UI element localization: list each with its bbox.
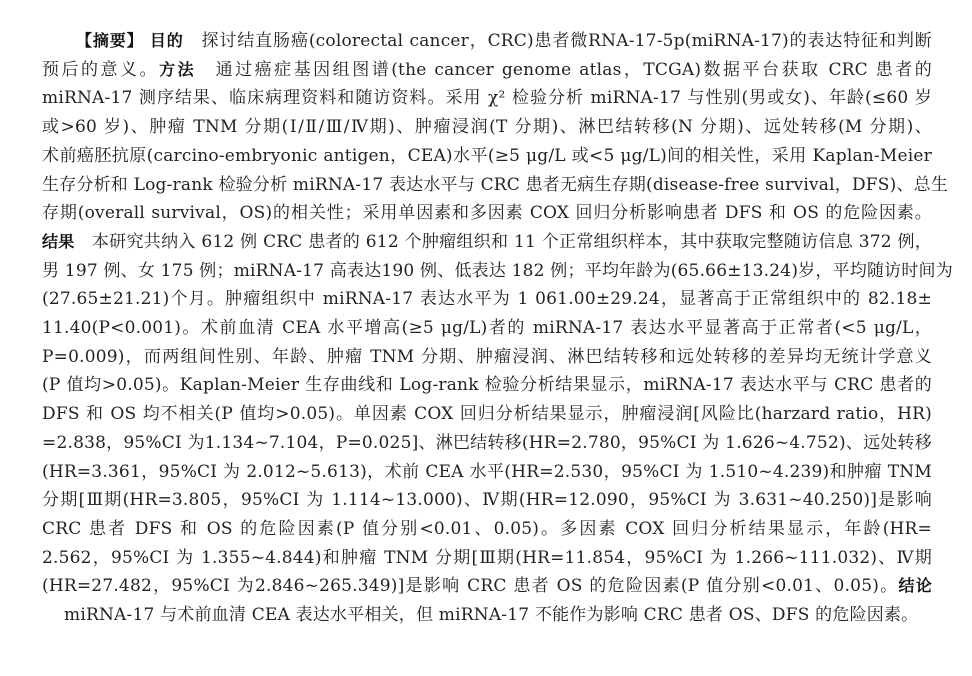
abstract-text: 11.40(P<0.001)。术前血清 CEA 水平增高(≥5 μg/L)者的 miRNA-17 表达水平显著高于正常者(<5 μg/L，: [42, 318, 932, 339]
abstract-line: [42, 429, 932, 458]
abstract-line: [42, 285, 932, 314]
abstract-line: [42, 257, 953, 286]
abstract-line: [42, 400, 932, 429]
abstract-text: 通过癌症基因组图谱(the cancer genome atlas，TCGA)数据平台获取 CRC 患者的: [196, 59, 933, 80]
section-label: 【摘要】: [76, 31, 144, 50]
abstract-line: [42, 314, 932, 343]
abstract-text: (HR=3.361，95%CI 为 2.012~5.613)，术前 CEA 水平(HR=2.530，95%CI 为 1.510~4.239)和肿瘤 TNM: [42, 461, 932, 482]
abstract-text: 2.562，95%CI 为 1.355~4.844)和肿瘤 TNM 分期[Ⅲ期(HR=11.854，95%CI 为 1.266~111.032)、Ⅳ期: [42, 547, 932, 568]
abstract-line: [42, 601, 932, 630]
abstract-paragraph: [42, 27, 953, 630]
abstract-text: =2.838，95%CI 为1.134~7.104，P=0.025]、淋巴结转移(HR=2.780，95%CI 为 1.626~4.752)、远处转移: [42, 432, 932, 453]
abstract-text: 探讨结直肠癌(colorectal cancer，CRC)患者微RNA-17-5p(miRNA-17)的表达特征和判断: [183, 31, 932, 51]
abstract-line: [42, 572, 932, 601]
abstract-line: [42, 515, 932, 544]
abstract-text: 存期(overall survival，OS)的相关性；采用单因素和多因素 COX 回归分析影响患者 DFS 和 OS 的危险因素。: [42, 203, 932, 224]
abstract-text: (27.65±21.21)个月。肿瘤组织中 miRNA-17 表达水平为 1 061.00±29.24，显著高于正常组织中的 82.18±: [42, 289, 932, 310]
abstract-line: [42, 27, 932, 56]
abstract-text: P=0.009)，而两组间性别、年龄、肿瘤 TNM 分期、肿瘤浸润、淋巴结转移和远处转移的差异均无统计学意义: [42, 346, 932, 367]
abstract-line: [42, 544, 932, 573]
abstract-line: [42, 142, 932, 171]
abstract-line: [42, 199, 932, 228]
abstract-line: [42, 113, 932, 142]
abstract-text: DFS 和 OS 均不相关(P 值均>0.05)。单因素 COX 回归分析结果显示，肿瘤浸润[风险比(harzard ratio，HR): [42, 404, 932, 425]
abstract-line: [42, 228, 932, 257]
abstract-text: CRC 患者 DFS 和 OS 的危险因素(P 值分别<0.01、0.05)。多因素 COX 回归分析结果显示，年龄(HR=: [42, 518, 932, 539]
abstract-line: [42, 371, 932, 400]
abstract-line: [42, 171, 949, 200]
abstract-text: 男 197 例、女 175 例；miRNA-17 高表达190 例、低表达 182 例；平均年龄为(65.66±13.24)岁，平均随访时间为: [42, 260, 953, 281]
abstract-text: 预后的意义。: [42, 59, 160, 80]
abstract-text: (HR=27.482，95%CI 为2.846~265.349)]是影响 CRC 患者 OS 的危险因素(P 值分别<0.01、0.05)。: [42, 576, 899, 597]
abstract-line: [42, 486, 932, 515]
abstract-text: 分期[Ⅲ期(HR=3.805，95%CI 为 1.114~13.000)、Ⅳ期(HR=12.090，95%CI 为 3.631~40.250)]是影响: [42, 490, 932, 511]
abstract-text: miRNA-17 与术前血清 CEA 表达水平相关，但 miRNA-17 不能作为影响 CRC 患者 OS、DFS 的危险因素。: [64, 605, 919, 626]
abstract-text: (P 值均>0.05)。Kaplan-Meier 生存曲线和 Log-rank 检验分析结果显示，miRNA-17 表达水平与 CRC 患者的: [42, 375, 932, 396]
section-label: 结果: [42, 231, 75, 251]
abstract-text: miRNA-17 测序结果、临床病理资料和随访资料。采用 χ² 检验分析 miRNA-17 与性别(男或女)、年龄(≤60 岁: [42, 88, 932, 109]
abstract-text: 或>60 岁)、肿瘤 TNM 分期(Ⅰ/Ⅱ/Ⅲ/Ⅳ期)、肿瘤浸润(T 分期)、淋巴结转移(N 分期)、远处转移(M 分期)、: [42, 117, 932, 138]
abstract-line: [42, 458, 932, 487]
section-label: 目的: [149, 31, 184, 50]
abstract-text: 术前癌胚抗原(carcino-embryonic antigen，CEA)水平(≥5 μg/L 或<5 μg/L)间的相关性，采用 Kaplan-Meier: [42, 145, 932, 166]
abstract-text: 本研究共纳入 612 例 CRC 患者的 612 个肿瘤组织和 11 个正常组织样本，其中获取完整随访信息 372 例，: [74, 231, 932, 252]
abstract-line: [42, 84, 932, 113]
section-label: 结论: [898, 576, 932, 596]
abstract-line: [42, 56, 932, 85]
abstract-line: [42, 343, 932, 372]
abstract-text: 生存分析和 Log-rank 检验分析 miRNA-17 表达水平与 CRC 患者无病生存期(disease-free survival，DFS)、总生: [42, 174, 949, 195]
section-label: 方法: [159, 59, 197, 79]
